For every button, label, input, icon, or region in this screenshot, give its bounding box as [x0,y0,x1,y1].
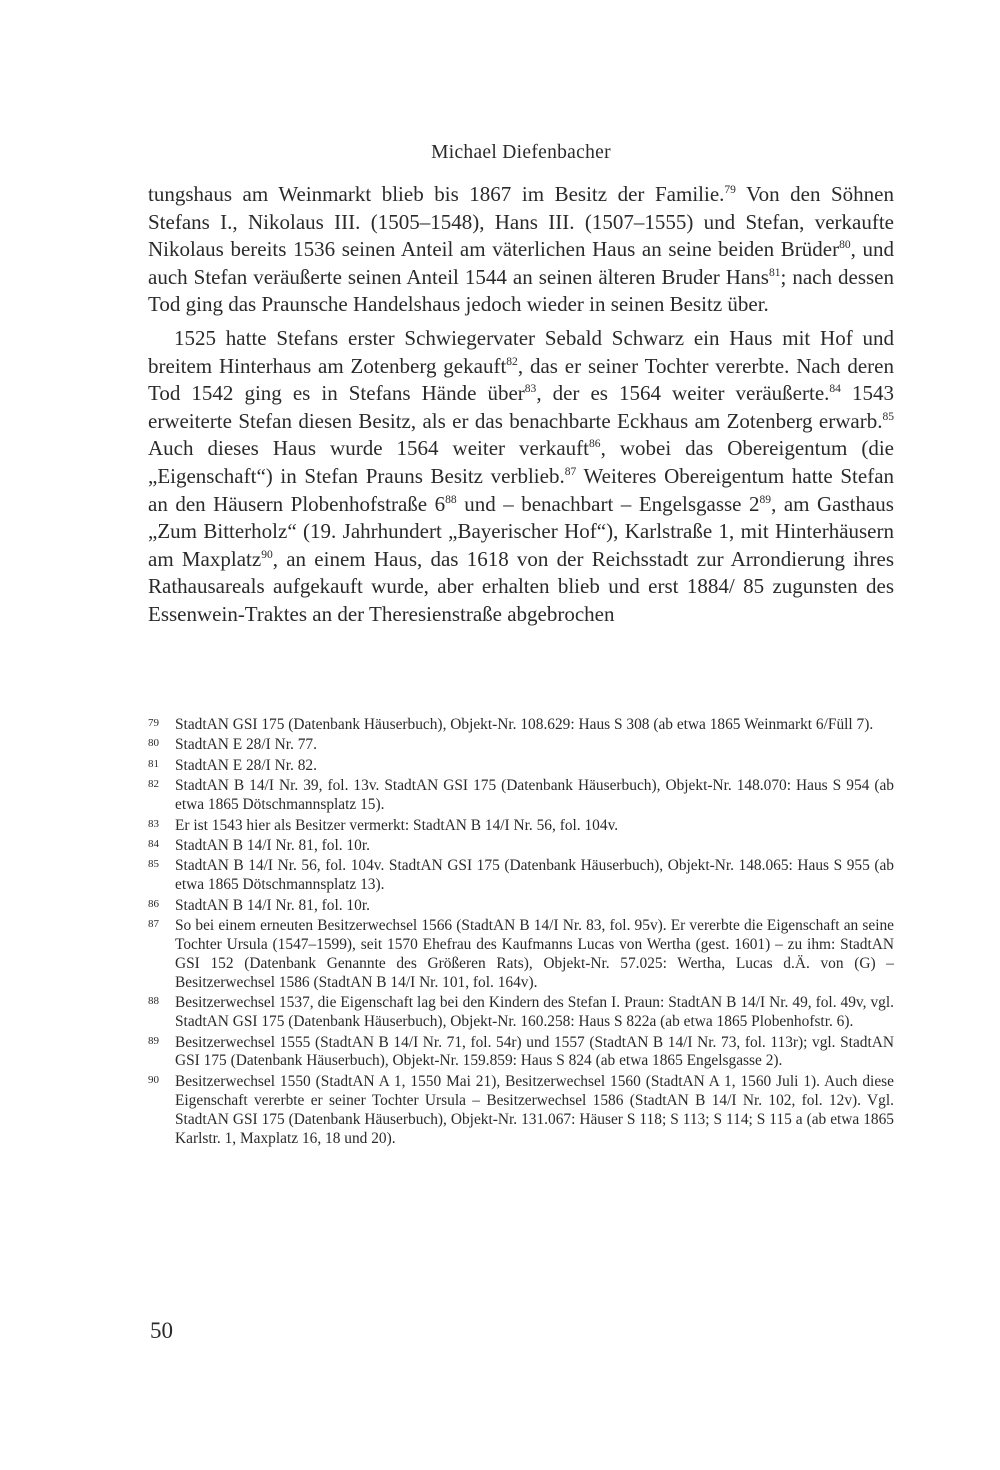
body-text [148,181,894,629]
footnote-text: Besitzerwechsel 1550 (StadtAN A 1, 1550 Mai 21), Besitzerwechsel 1560 (StadtAN A 1, 1560 Juli 1). Auch diese Eigenschaft vererbte er seiner Tochter Ursula – Besitzerwechsel 1586 (StadtAN B 14/I Nr. 102, fol. 12v). Vgl. StadtAN GSI 175 (Datenbank Häuserbuch), Objekt-Nr. 131.067: Häuser S 118; S 113; S 114; S 115 a (ab etwa 1865 Karlstr. 1, Maxplatz 16, 18 und 20). [175,1072,894,1147]
footnote-ref[interactable]: 82 [506,355,518,368]
footnote [148,917,894,993]
footnote [148,994,894,1032]
footnote-ref[interactable]: 80 [839,239,851,252]
footnote-text: Besitzerwechsel 1555 (StadtAN B 14/I Nr. 71, fol. 54r) und 1557 (StadtAN B 14/I Nr. 73, fol. 113r); vgl. StadtAN GSI 175 (Datenbank Häuserbuch), Objekt-Nr. 159.859: Haus S 824 (ab etwa 1865 Engelsgasse 2). [175,1033,894,1070]
footnote-text: So bei einem erneuten Besitzerwechsel 1566 (StadtAN B 14/I Nr. 83, fol. 95v). Er vererbte die Eigenschaft an seine Tochter Ursula (1547–1599), seit 1570 Ehefrau des Kaufmanns Lucas von Wertha (gest. 1601) – zu ihm: StadtAN GSI 152 (Datenbank Genannte des Größeren Rats), Objekt-Nr. 57.025: Wertha, Lucas d.Ä. von (G) – Besitzerwechsel 1586 (StadtAN B 14/I Nr. 101, fol. 164v). [175,917,894,991]
footnotes [148,716,894,1150]
footnote-number: 85 [148,858,159,871]
page [148,0,894,1470]
footnote-ref[interactable]: 81 [768,266,781,279]
footnote-number: 86 [148,897,159,910]
footnote-number: 79 [148,717,159,729]
footnote-text: StadtAN B 14/I Nr. 81, fol. 10r. [175,896,370,914]
footnote-number: 80 [148,737,159,750]
footnote-number: 88 [148,995,159,1008]
footnote-text: StadtAN E 28/I Nr. 82. [175,756,317,774]
footnote [148,857,894,895]
running-head: Michael Diefenbacher [431,142,611,163]
footnote-number: 81 [148,757,159,770]
paragraph-2: 1525 hatte Stefans erster Schwiegervater Sebald Schwarz ein Haus mit Hof und breitem Hinterhaus am Zotenberg gekauft$^{82}$, das er seiner Tochter vererbte. Nach deren Tod 1542 ging es in Stefans Hände über$^{83}$, der es 1564 weiter veräußerte.$^{84}$ 1543 erweiterte Stefan diesen Besitz, als er das benachbarte Eckhaus am Zotenberg erwarb.$^{85}$ Auch dieses Haus wurde 1564 weiter verkauft$^{86}$, wobei das Obereigentum (die „Eigenschaft“) in Stefan Prauns Besitz verblieb.$^{87}$ Weiteres Obereigentum hatte Stefan an den Häusern Plobenhofstraße $6^{88}$ und – benachbart – Engelsgasse $2^{89}$, am Gasthaus „Zum Bitterholz“ (19. Jahrhundert „Bayerischer Hof“), Karlstraße 1, mit Hinterhäusern am Maxplatz$^{90}$, an einem Haus, das 1618 von der Reichsstadt zur Arrondierung ihres Rathausareals aufgekauft wurde, aber erhalten blieb und erst 1884/ 85 zugunsten des Essenwein-Traktes an der Theresienstraße abgebrochen [148,325,895,626]
footnote-text: Er ist 1543 hier als Besitzer vermerkt: StadtAN B 14/I Nr. 56, fol. 104v. [175,816,619,834]
footnote [148,777,894,815]
footnote-number: 83 [148,817,159,830]
footnote-number: 89 [148,1034,159,1047]
footnote-ref[interactable]: 85 [882,410,894,423]
footnote-ref[interactable]: 83 [524,383,537,396]
footnote [148,897,894,916]
footnote-ref[interactable]: 79 [724,184,736,196]
footnote-number: 87 [148,918,159,931]
footnote-number: 84 [148,837,159,850]
footnote-ref[interactable]: 86 [589,438,601,451]
footnote-ref[interactable]: 84 [829,383,841,396]
footnote-text: StadtAN B 14/I Nr. 81, fol. 10r. [175,836,370,854]
footnote [148,1073,894,1149]
footnote-ref[interactable]: 87 [564,465,577,478]
footnote-text: StadtAN B 14/I Nr. 39, fol. 13v. StadtAN GSI 175 (Datenbank Häuserbuch), Objekt-Nr. 148.070: Haus S 954 (ab etwa 1865 Dötschmannsplatz 15). [175,777,894,814]
footnote-ref[interactable]: 89 [759,493,772,506]
paragraph-1: tungshaus am Weinmarkt blieb bis 1867 im Besitz der Familie.$^{79}$ Von den Söhnen Stefans I., Nikolaus III. (1505–1548), Hans III. (1507–1555) und Stefan, verkaufte Nikolaus bereits 1536 seinen Anteil am väterlichen Haus an seine beiden Brüder$^{80}$, und auch Stefan veräußerte seinen Anteil 1544 an seinen älteren Bruder Hans$^{81}$; nach dessen Tod ging das Praunsche Handelshaus jedoch wieder in seinen Besitz über. [148,182,895,317]
page-number: 50 [150,1318,173,1343]
footnote-number: 90 [148,1073,159,1086]
footnote [148,817,894,836]
footnote [148,1034,894,1072]
footnote-text: Besitzerwechsel 1537, die Eigenschaft lag bei den Kindern des Stefan I. Praun: StadtAN B 14/I Nr. 49, fol. 49v, vgl. StadtAN GSI 175 (Datenbank Häuserbuch), Objekt-Nr. 160.258: Haus S 822a (ab etwa 1865 Plobenhofstr. 6). [175,994,894,1031]
footnote-number: 82 [148,778,159,791]
footnote-text: StadtAN GSI 175 (Datenbank Häuserbuch), Objekt-Nr. 108.629: Haus S 308 (ab etwa 1865 Weinmarkt 6/Füll 7). [175,716,874,733]
footnote [148,716,894,735]
footnote [148,736,894,755]
footnote [148,757,894,776]
footnote [148,837,894,856]
footnote-ref[interactable]: 90 [261,548,273,561]
footnote-text: StadtAN E 28/I Nr. 77. [175,736,317,754]
footnote-text: StadtAN B 14/I Nr. 56, fol. 104v. StadtAN GSI 175 (Datenbank Häuserbuch), Objekt-Nr. 148.065: Haus S 955 (ab etwa 1865 Dötschmannsplatz 13). [175,857,894,894]
footnote-ref[interactable]: 88 [445,493,457,506]
